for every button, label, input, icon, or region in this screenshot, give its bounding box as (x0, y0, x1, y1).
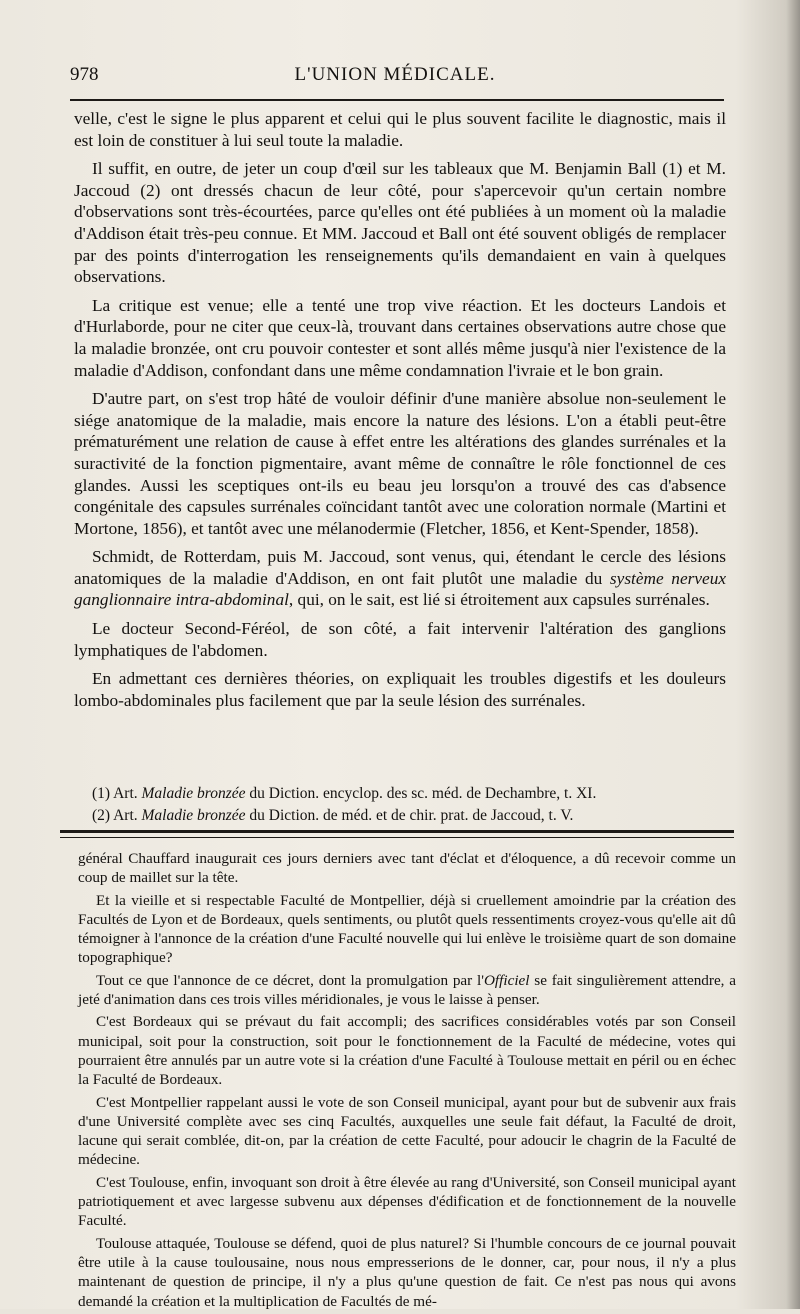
text-run: se fait singulièrement attendre, a jeté d'animation dans ces trois villes méridionales, je vous le laisse à penser. (78, 971, 736, 1009)
feuilleton-paragraph: Toulouse attaquée, Toulouse se défend, quoi de plus naturel? Si l'humble concours de ce journal pouvait être utile à la cause toulousaine, nous nous empresserions de le donner, car, pour nous, il n'y a plus maintenant de question de principe, il n'y a plus qu'une question de fait. Ce n'est pas nous qui avons demandé la création et la multiplication de Facultés de mé- (78, 1234, 736, 1310)
footnotes (92, 783, 722, 827)
text-run: , qui, on le sait, est lié si étroitement aux capsules surrénales. (288, 590, 710, 610)
feuilleton-paragraph: C'est Toulouse, enfin, invoquant son droit à être élevée au rang d'Université, son Conseil municipal ayant patriotiquement et avec largesse subvenu aux dépenses d'édification et de fonctionnement de la nouvelle Faculté. (78, 1173, 736, 1230)
feuilleton-rule-thin (60, 837, 734, 838)
footnote-italic: Maladie bronzée (141, 785, 246, 802)
text-run: Tout ce que l'annonce de ce décret, dont la promulgation par l' (96, 971, 484, 989)
footnote-suffix: du Diction. de méd. et de chir. prat. de Jaccoud, t. V. (245, 807, 574, 824)
page-number: 978 (70, 64, 99, 85)
article-paragraph: Le docteur Second-Féréol, de son côté, a fait intervenir l'altération des ganglions lymphatiques de l'abdomen. (74, 619, 726, 660)
page-edge-shadow (786, 0, 800, 1309)
footnote-prefix: (1) Art. (92, 785, 142, 802)
article-paragraph: D'autre part, on s'est trop hâté de vouloir définir d'une manière absolue non-seulement le siége anatomique de la maladie, mais encore la nature des lésions. L'on a établi peut-être prématurément une relation de cause à effet entre les altérations des glandes surrénales et la suractivité de la fonction pigmentaire, avant même de connaître le rôle fonctionnel de ces glandes. Aussi les sceptiques ont-ils eu beau jeu lorsqu'on a trouvé des cas d'absence congénitale des capsules surrénales coïncidant tantôt avec une coloration normale (Martini et Mortone, 1856), et tantôt avec une mélanodermie (Fletcher, 1856, et Kent-Spender, 1858). (74, 389, 726, 538)
article-paragraph: La critique est venue; elle a tenté une trop vive réaction. Et les docteurs Landois et d'Hurlaborde, pour ne citer que ceux-là, trouvant dans certaines observations autre chose que la maladie bronzée, ont cru pouvoir contester et sont allés même jusqu'à nier l'existence de la maladie d'Addison, confondant dans une même condamnation l'ivraie et le bon grain. (74, 295, 726, 380)
text-run: Schmidt, de Rotterdam, puis M. Jaccoud, sont venus, qui, étendant le cercle des lésions anatomiques de la maladie d'Addison, en ont fait plutôt une maladie du (74, 547, 726, 588)
feuilleton-paragraph: général Chauffard inaugurait ces jours derniers avec tant d'éclat et d'éloquence, a dû recevoir comme un coup de maillet sur la tête. (78, 850, 736, 887)
article-paragraph: En admettant ces dernières théories, on expliquait les troubles digestifs et les douleurs lombo-abdominales plus facilement que par la seule lésion des surrénales. (74, 669, 726, 710)
feuilleton-section (78, 849, 736, 1314)
footnote-italic: Maladie bronzée (141, 807, 246, 824)
article-paragraph (74, 546, 726, 611)
main-article (74, 108, 726, 718)
footnote-suffix: du Diction. encyclop. des sc. méd. de Dechambre, t. XI. (245, 785, 597, 802)
footnote-prefix: (2) Art. (92, 807, 142, 824)
footnote-1 (92, 783, 722, 805)
italic-term: système nerveux ganglionnaire intra-abdominal (74, 568, 726, 610)
article-paragraph: velle, c'est le signe le plus apparent et celui qui le plus souvent facilite le diagnostic, mais il est loin de constituer à lui seul toute la maladie. (74, 109, 726, 150)
feuilleton-paragraph (78, 971, 736, 1010)
running-header (70, 60, 720, 92)
feuilleton-rule-thick (60, 830, 734, 833)
article-paragraph: Il suffit, en outre, de jeter un coup d'œil sur les tableaux que M. Benjamin Ball (1) et M. Jaccoud (2) ont dressés chacun de leur côté, pour s'apercevoir qu'un certain nombre d'observations sont très-écourtées, parce qu'elles ont été publiées à un moment où la maladie d'Addison était très-peu connue. Et MM. Jaccoud et Ball ont été souvent obligés de remplacer par des points d'interrogation les renseignements qu'ils demandaient en vain à quelques observations. (74, 159, 726, 287)
feuilleton-paragraph: C'est Montpellier rappelant aussi le vote de son Conseil municipal, ayant pour but de subvenir aux frais d'une Université complète avec ses cinq Facultés, auxquelles une seule fait défaut, la Faculté de droit, lacune qui serait comblée, dit-on, par la création de cette Faculté, pour adoucir le chagrin de la Faculté de médecine. (78, 1093, 736, 1169)
journal-title: L'UNION MÉDICALE. (294, 64, 496, 85)
header-rule (70, 99, 724, 101)
feuilleton-paragraph: Et la vieille et si respectable Faculté de Montpellier, déjà si cruellement amoindrie par la création des Facultés de Lyon et de Bordeaux, quels sentiments, ou plutôt quels ressentiments croyez-vous qu'elle ait dû témoigner à l'annonce de la création d'une Faculté nouvelle qui lui enlève le troisième quart de son domaine topographique? (78, 891, 736, 967)
footnote-2 (92, 805, 722, 827)
feuilleton-paragraph: C'est Bordeaux qui se prévaut du fait accompli; des sacrifices considérables votés par son Conseil municipal, soit pour la construction, soit pour le fonctionnement de la Faculté de médecine, votes qui pourraient être annulés par un autre vote si la création d'une Faculté à Toulouse mettait en péril ou en échec la Faculté de Bordeaux. (78, 1013, 736, 1089)
italic-term: Officiel (483, 971, 530, 989)
